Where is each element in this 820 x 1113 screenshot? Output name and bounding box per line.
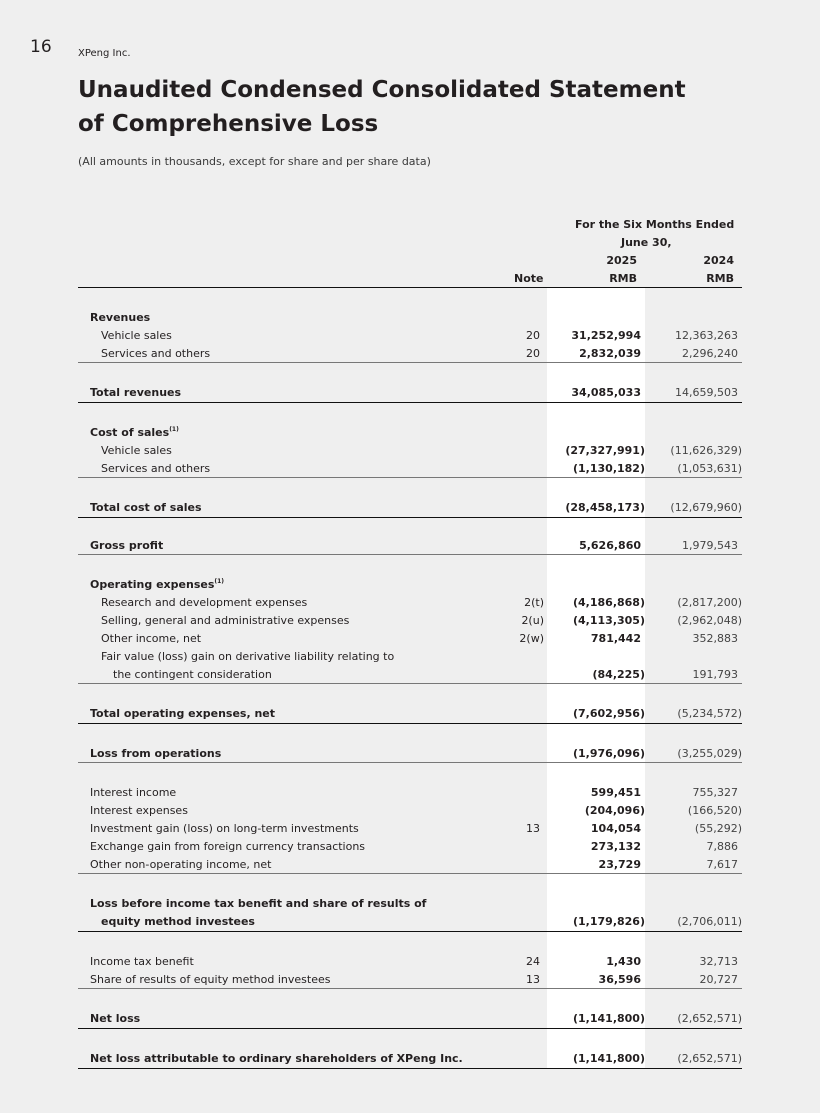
separator (78, 683, 742, 684)
separator (78, 988, 742, 989)
row-fair-value-gain: Fair value (loss) gain on derivative liability relating to (101, 650, 395, 663)
header-rule (78, 287, 742, 288)
row-interest-expenses: Interest expenses (204,096) (166,520) (90, 804, 742, 817)
row-sga-expenses: Selling, general and administrative expenses 2(u) (4,113,305) (2,962,048) (101, 614, 742, 627)
separator (78, 873, 742, 874)
row-investment-gain: Investment gain (loss) on long-term investments 13 104,054 (55,292) (90, 822, 742, 835)
separator (78, 1028, 742, 1029)
row-net-loss-attributable: Net loss attributable to ordinary shareholders of XPeng Inc. (1,141,800) (2,652,571) (90, 1052, 742, 1065)
header-date: June 30, (621, 236, 672, 249)
row-loss-before-tax: Loss before income tax benefit and share of results of (90, 897, 427, 910)
row-cost-of-sales: Cost of sales$^{(1)}$ (90, 426, 179, 439)
row-operating-expenses: Operating expenses$^{(1)}$ (90, 578, 225, 591)
header-note: Note (514, 272, 544, 285)
separator (78, 477, 742, 478)
header-year-2025: 2025 (606, 254, 637, 267)
row-total-operating-expenses: Total operating expenses, net (7,602,956) (5,234,572) (90, 707, 742, 720)
separator (78, 402, 742, 403)
row-net-loss: Net loss (1,141,800) (2,652,571) (90, 1012, 742, 1025)
row-total-cost-of-sales: Total cost of sales (28,458,173) (12,679,960) (90, 501, 742, 514)
page-subtitle: (All amounts in thousands, except for share and per share data) (78, 155, 431, 168)
row-rnd-expenses: Research and development expenses 2(t) (4,186,868) (2,817,200) (101, 596, 742, 609)
row-income-tax-benefit: Income tax benefit 24 1,430 32,713 (90, 955, 738, 968)
separator (78, 554, 742, 555)
row-gross-profit: Gross profit 5,626,860 1,979,543 (90, 539, 738, 552)
row-interest-income: Interest income 599,451 755,327 (90, 786, 738, 799)
header-currency-2025: RMB (609, 272, 637, 285)
row-loss-from-operations: Loss from operations (1,976,096) (3,255,029) (90, 747, 742, 760)
separator (78, 517, 742, 518)
row-revenues-services: Services and others 20 2,832,039 2,296,240 (101, 347, 738, 360)
header-currency-2024: RMB (706, 272, 734, 285)
row-share-of-results: Share of results of equity method investees 13 36,596 20,727 (90, 973, 738, 986)
row-revenues-vehicle-sales: Vehicle sales 20 31,252,994 12,363,263 (101, 329, 738, 342)
row-loss-before-tax-cont: equity method investees (1,179,826) (2,706,011) (101, 915, 742, 928)
row-total-revenues: Total revenues 34,085,033 14,659,503 (90, 386, 738, 399)
header-period: For the Six Months Ended (575, 218, 735, 231)
separator (78, 931, 742, 932)
row-other-income: Other income, net 2(w) 781,442 352,883 (101, 632, 738, 645)
company-name: XPeng Inc. (78, 48, 131, 59)
page-title: Unaudited Condensed Consolidated Statement of Comprehensive Loss (78, 77, 686, 137)
row-exchange-gain: Exchange gain from foreign currency transactions 273,132 7,886 (90, 840, 738, 853)
separator (78, 1068, 742, 1069)
row-other-non-operating-income: Other non-operating income, net 23,729 7,617 (90, 858, 738, 871)
separator (78, 362, 742, 363)
row-cost-services: Services and others (1,130,182) (1,053,631) (101, 462, 742, 475)
row-fair-value-gain-cont: the contingent consideration (84,225) 191,793 (113, 668, 738, 681)
page-number: 16 (30, 37, 52, 57)
row-revenues: Revenues (90, 311, 151, 324)
row-cost-vehicle-sales: Vehicle sales (27,327,991) (11,626,329) (101, 444, 742, 457)
separator (78, 762, 742, 763)
header-year-2024: 2024 (703, 254, 734, 267)
separator (78, 723, 742, 724)
